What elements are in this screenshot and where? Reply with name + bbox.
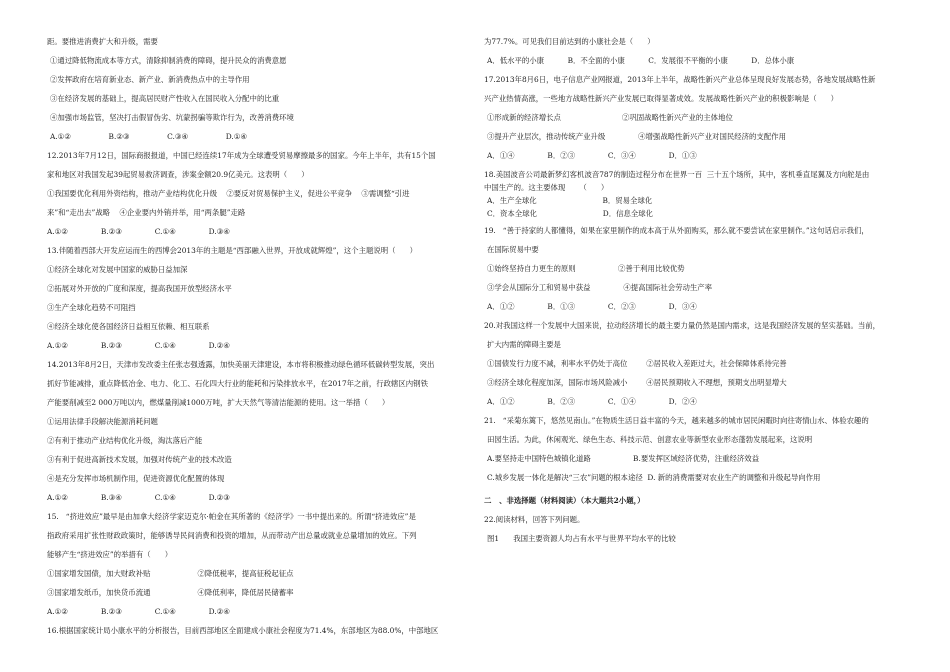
answer-choices: C．资本全球化 D．信息全球化 — [487, 209, 654, 218]
text-line: 在国际贸易中要 — [487, 245, 539, 254]
option-line: ③经济全球化程度加深，国际市场风险减小 ④居民预期收入不理想，预期支出明显增大 — [487, 378, 787, 387]
question-21: 21. “采菊东篱下，悠然见南山。”在物质生活日益丰富的今天，越来越多的城市居民闲暇时向往寄情山水、体验农趣的 — [484, 416, 869, 425]
text-line: 为77.7%。可见我们目前达到的小康社会是（ ） — [484, 37, 655, 46]
answer-choices: A.①② B.②③ C.①④ D.②④ — [47, 341, 230, 350]
text-line: 中国生产的。这主要体现 （ ） — [484, 183, 609, 192]
question-17: 17.2013年8月6日，电子信息产业网报道，2013年上半年，战略性新兴产业总体呈现良好发展态势，各地发展战略性新 — [484, 75, 876, 84]
question-22: 22.阅读材料，回答下列问题。 — [484, 515, 585, 524]
option-line: ③提升产业层次，推动传统产业升级 ④增强战略性新兴产业对国民经济的支配作用 — [487, 132, 786, 141]
option-line: ①形成新的经济增长点 ②巩固战略性新兴产业的主体地位 — [487, 113, 733, 122]
text-line: 兴产业热情高涨，一些地方战略性新兴产业发展已取得显著成效。发展战略性新兴产业的积极影响是（ ） — [484, 94, 839, 103]
option-line: 来”和“走出去”战略 ④企业要内外销并举，用“两条腿”走路 — [47, 208, 246, 217]
answer-choices: A．低水平的小康 B．不全面的小康 C．发展很不平衡的小康 D．总体小康 — [487, 56, 795, 65]
text-line: 产能要削减至2 000万吨以内，燃煤量削减1000万吨，扩大天然气等清洁能源的使用。这一举措（ ） — [47, 398, 390, 407]
left-column — [47, 0, 477, 672]
answer-choices: A．①④ B．②③ C．③④ D．①③ — [487, 151, 697, 160]
right-column — [484, 0, 904, 672]
option-line: ④经济全球化使各国经济日益相互依赖、相互联系 — [47, 322, 210, 331]
question-12: 12.2013年7月12日，国际商报报道，中国已经连续17年成为全球遭受贸易摩擦最多的国家。今年上半年，共有15个国 — [47, 151, 436, 160]
answer-choices: A．①② B．②③ C．①④ D．②④ — [487, 397, 697, 406]
question-19: 19. “善于持家的人都懂得，如果在家里制作的成本高于从外面购买，那么就不要尝试在家里制作。”这句话启示我们， — [484, 226, 869, 235]
question-18: 18.美国波音公司最新梦幻客机波音787的制造过程分布在世界一百 三十五个场所，其中，客机垂直尾翼及方向舵是由 — [484, 170, 870, 179]
option-line: ①国债发行力度不减，利率水平仍处于高位 ②居民收入差距过大，社会保障体系待完善 — [487, 359, 787, 368]
option-line: ②发挥政府在培育新业态、新产业、新消费热点中的主导作用 — [50, 75, 250, 84]
option-line: ①运用法律手段解决能源消耗问题 — [47, 417, 158, 426]
section-heading: 二 、非选择题（材料阅读）（本大题共2小题，） — [484, 496, 645, 505]
option-line: ③生产全球化趋势不可阻挡 — [47, 303, 136, 312]
answer-choices: A.①② B.②③ C.①④ D.③④ — [47, 227, 230, 236]
option-line: ③学会从国际分工和贸易中获益 ④提高国际社会劳动生产率 — [487, 283, 713, 292]
answer-choices: A.①② B.②③ C.①④ D.②④ — [47, 607, 230, 616]
text-line: 扩大内需的障碍主要是 — [487, 340, 561, 349]
answer-choices: A．生产全球化 B．贸易全球化 — [487, 196, 653, 205]
answer-choices: A.①② B.③④ C.①④ D.②③ — [47, 493, 230, 502]
text-line: 家和地区对我国发起39起贸易救济调查，涉案金额20.9亿美元。这表明（ ） — [47, 170, 309, 179]
option-line: ①通过降低物流成本等方式，清除抑制消费的障碍，提升民众的消费意愿 — [50, 56, 287, 65]
option-line: A.要坚持走中国特色城镇化道路 B.要发挥区域经济优势，注重经济效益 — [487, 454, 760, 463]
answer-choices: A.①② B.②③ C.③④ D.①④ — [50, 132, 247, 141]
option-line: ③国家增发纸币，加快货币流通 ④降低利率，降低居民储蓄率 — [47, 588, 294, 597]
text-line: 距。要推进消费扩大和升级，需要 — [47, 37, 158, 46]
question-14: 14.2013年8月2日，天津市发改委主任张志强透露，加快美丽天津建设，本市将积极推动绿色循环低碳转型发展，突出 — [47, 360, 435, 369]
option-line: ③有利于促进高新技术发展，加强对传统产业的技术改造 — [47, 455, 232, 464]
option-line: ④是充分发挥市场机制作用，促进资源优化配置的体现 — [47, 474, 225, 483]
question-13: 13.伴随着西部大开发应运而生的西博会2013年的主题是“西部融入世界，开放成就辉煌”，这个主题说明（ ） — [47, 246, 418, 255]
question-16: 16.根据国家统计局小康水平的分析报告，目前西部地区全面建成小康社会程度为71.4%，东部地区为88.0%，中部地区 — [47, 626, 439, 635]
text-line: 能够产生“挤进效应”的举措有（ ） — [47, 550, 173, 559]
option-line: ②拓展对外开放的广度和深度，提高我国开放型经济水平 — [47, 284, 232, 293]
option-line: ①国家增发国债，加大财政补贴 ②降低税率，提高征税起征点 — [47, 569, 294, 578]
option-line: ①经济全球化对发展中国家的威胁日益加深 — [47, 265, 188, 274]
figure-caption: 图1 我国主要资源人均占有水平与世界平均水平的比较 — [487, 534, 676, 543]
option-line: ④加强市场监管，坚决打击假冒伪劣、坑蒙拐骗等欺诈行为，改善消费环境 — [50, 113, 294, 122]
option-line: ③在经济发展的基础上，提高居民财产性收入在国民收入分配中的比重 — [50, 94, 280, 103]
option-line: ①我国要优化利用外资结构，推动产业结构优化升级 ②要反对贸易保护主义，促进公平竞争 ③需调整“引进 — [47, 189, 410, 198]
option-line: ②有利于推动产业结构优化升级，淘汰落后产能 — [47, 436, 203, 445]
text-line: 田园生活。为此，休闲观光、绿色生态、科技示范、创意农业等新型农业形态蓬勃发展起来，这说明 — [487, 435, 813, 444]
text-line: 抓好节能减排，重点降低冶金、电力、化工、石化四大行业的能耗和污染排放水平，在2017年之前，行政辖区内钢铁 — [47, 379, 428, 388]
answer-choices: A．①② B．①③ C．②③ D．③④ — [487, 302, 697, 311]
question-15: 15. “挤进效应”最早是由加拿大经济学家迈克尔·帕金在其所著的《经济学》一书中提出来的。所谓“挤进效应”是 — [47, 512, 416, 521]
question-20: 20.对我国这样一个发展中大国来说，拉动经济增长的最主要力量仍然是国内需求，这是我国经济发展的坚实基础。当前， — [484, 321, 881, 330]
text-line: 指政府采用扩张性财政政策时，能够诱导民间消费和投资的增加，从而带动产出总量或就业总量增加的效应。下列 — [47, 531, 417, 540]
option-line: ①始终坚持自力更生的原则 ②善于利用比较优势 — [487, 264, 685, 273]
option-line: C.城乡发展一体化是解决“三农”问题的根本途径 D. 新的消费需要对农业生产的调整和升级起导向作用 — [487, 473, 821, 482]
